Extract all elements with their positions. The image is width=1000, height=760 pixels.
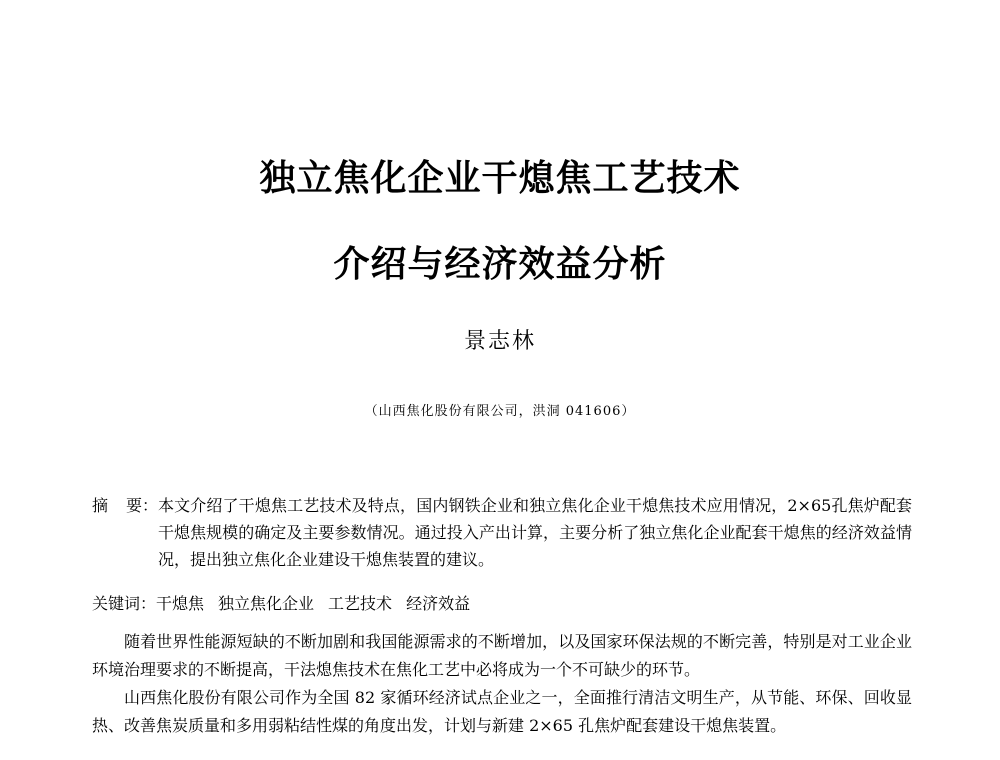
abstract-label xyxy=(92,492,158,519)
paper-title-line-2: 介绍与经济效益分析 xyxy=(333,244,667,285)
keyword-item: 工艺技术 xyxy=(328,594,393,613)
body-paragraph-1: 随着世界性能源短缺的不断加剧和我国能源需求的不断增加，以及国家环保法规的不断完善，特别是对工业企业环境治理要求的不断提高，干法熄焦技术在焦化工艺中必将成为一个不可缺少的环节。 xyxy=(92,632,912,679)
abstract-label-char1: 摘 xyxy=(92,496,109,515)
author-name: 景志林 xyxy=(463,329,536,354)
keyword-item: 干熄焦 xyxy=(156,594,205,613)
keyword-item: 经济效益 xyxy=(406,594,471,613)
author-affiliation: （山西焦化股份有限公司，洪洞 041606） xyxy=(364,404,636,419)
body-paragraph-2: 山西焦化股份有限公司作为全国 82 家循环经济试点企业之一，全面推行清洁文明生产，从节能、环保、回收显热、改善焦炭质量和多用弱粘结性煤的角度出发，计划与新建 2×65 孔焦炉配套建设干熄焦装置。 xyxy=(92,688,912,735)
keywords-section xyxy=(92,590,912,617)
abstract-label-char2: 要： xyxy=(126,496,159,515)
paper-title-line-1: 独立焦化企业干熄焦工艺技术 xyxy=(259,158,741,199)
abstract-section xyxy=(92,492,912,573)
abstract-text: 本文介绍了干熄焦工艺技术及特点，国内钢铁企业和独立焦化企业干熄焦技术应用情况，2×65孔焦炉配套干熄焦规模的确定及主要参数情况。通过投入产出计算，主要分析了独立焦化企业配套干熄焦的经济效益情况，提出独立焦化企业建设干熄焦装置的建议。 xyxy=(158,496,912,569)
keyword-item: 独立焦化企业 xyxy=(218,594,315,613)
keywords-label: 关键词： xyxy=(92,594,157,613)
